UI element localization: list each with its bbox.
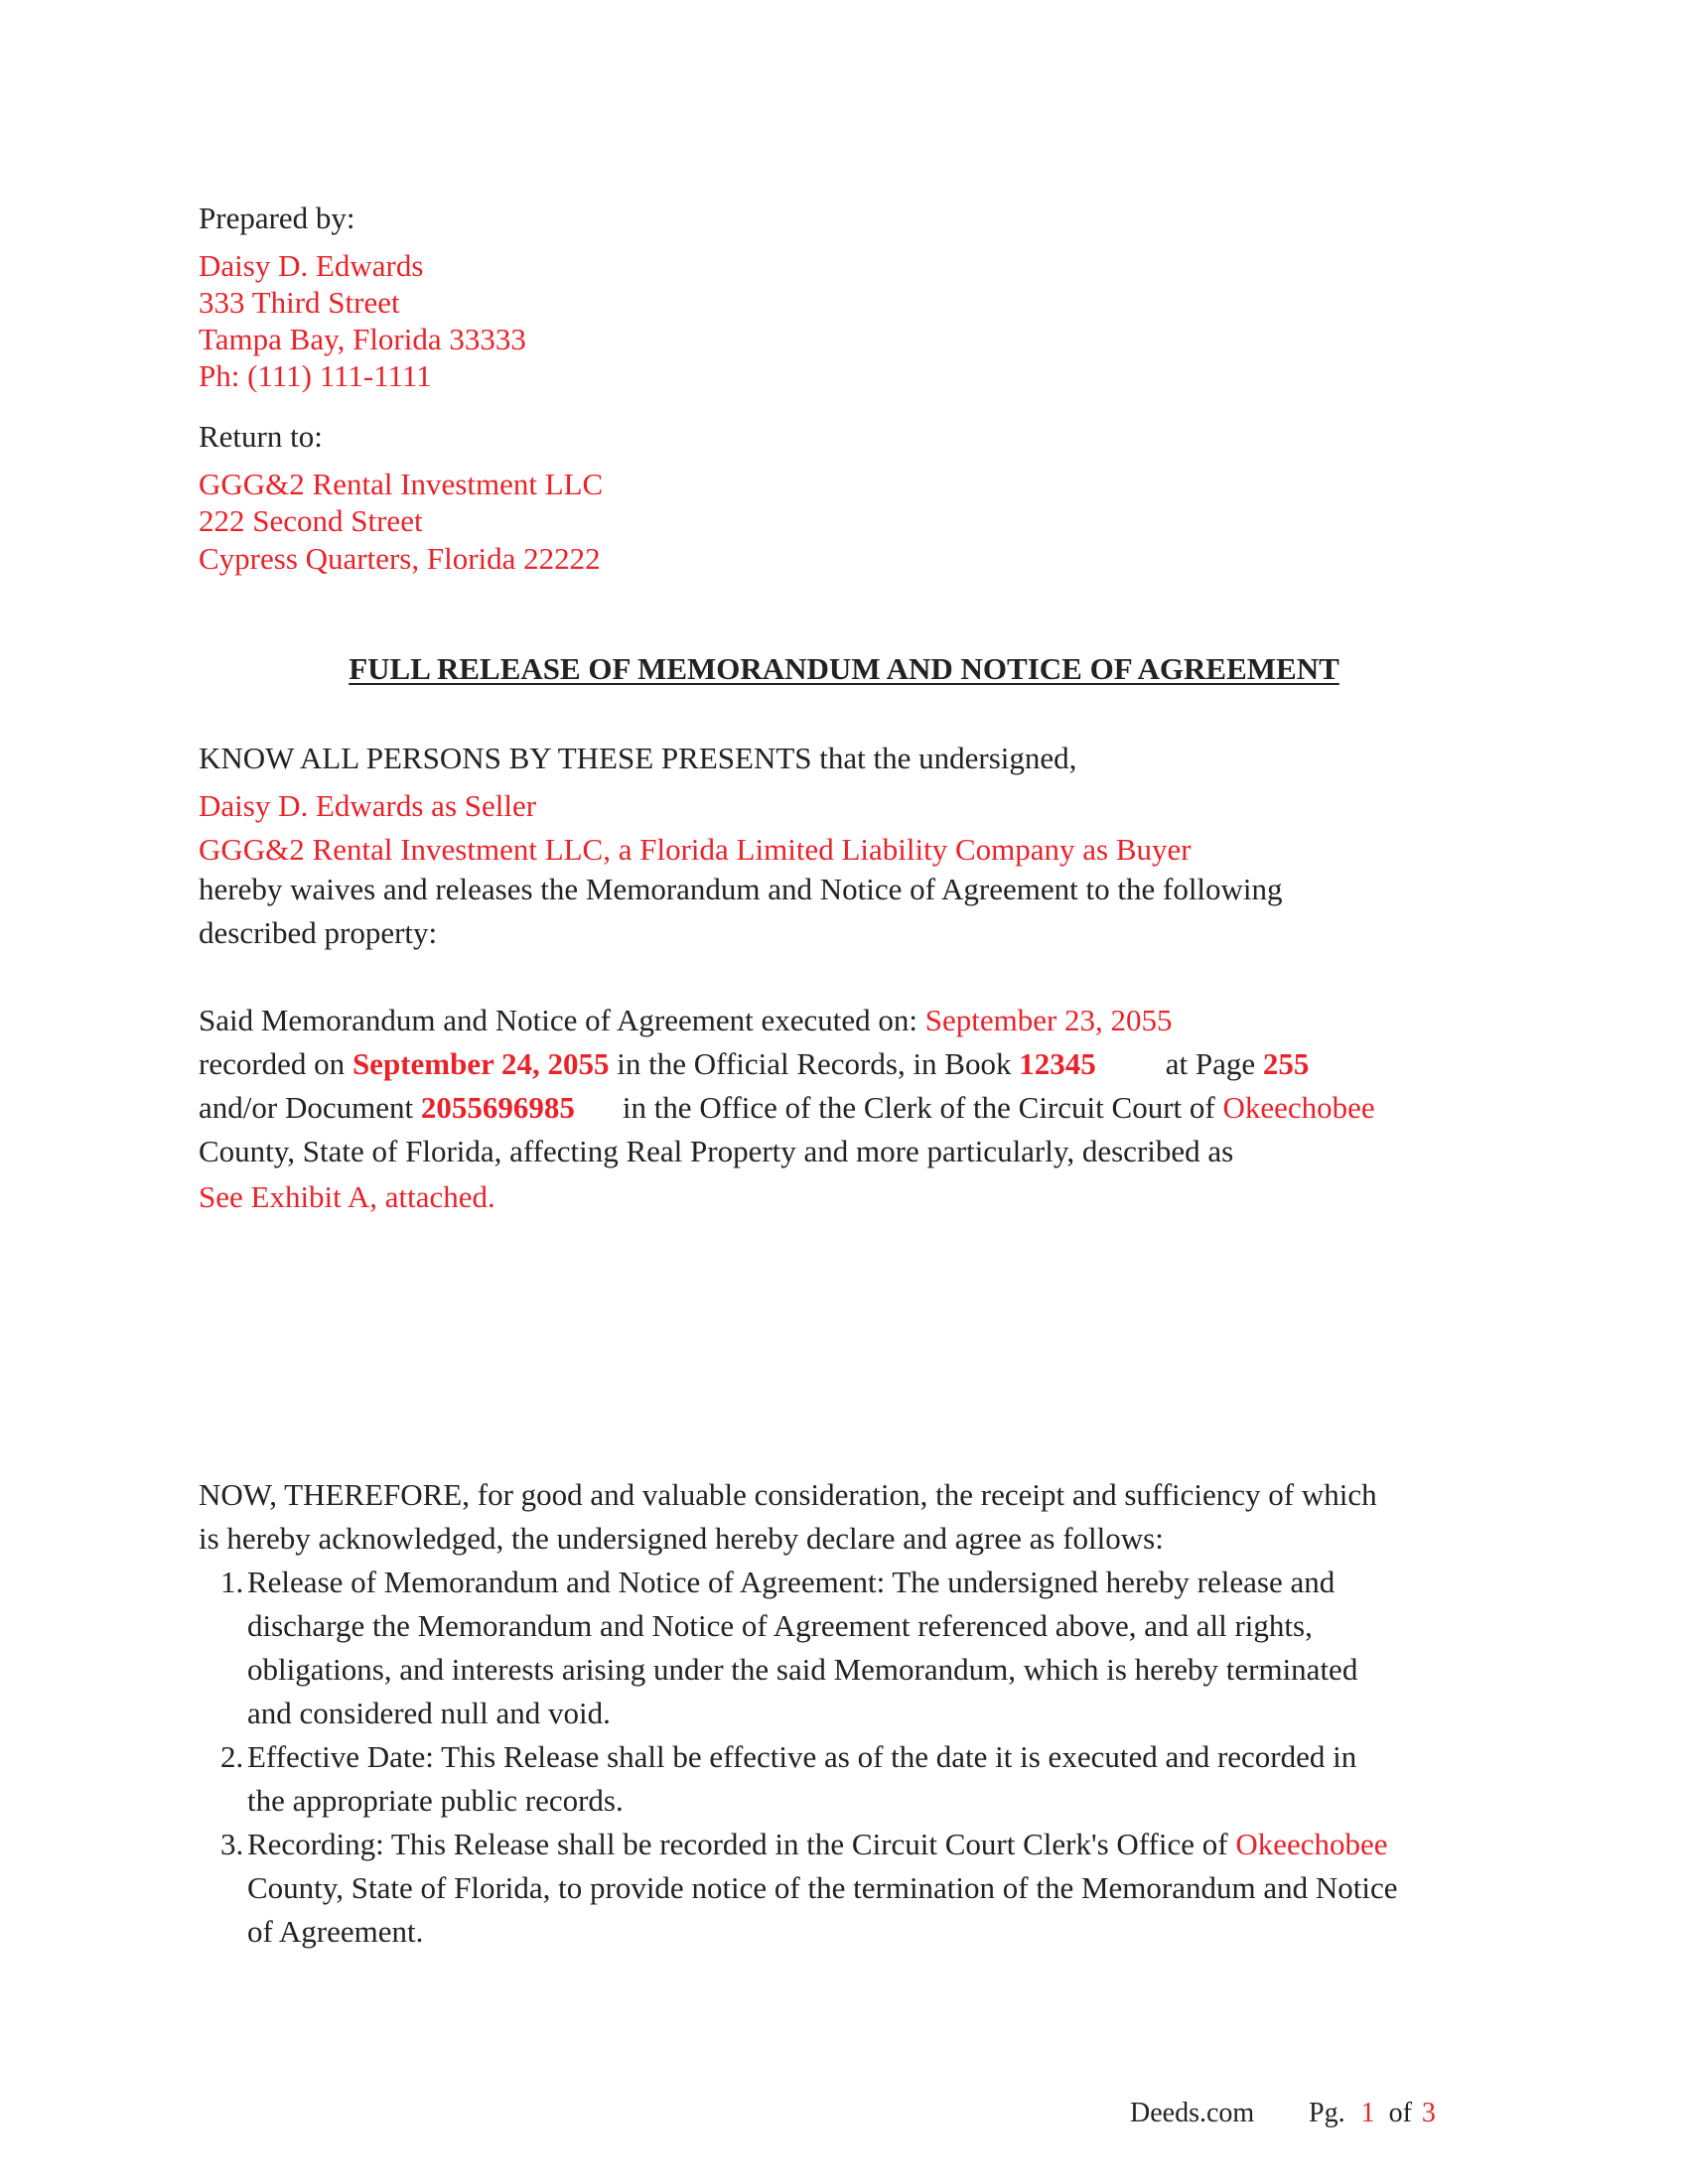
footer-page-number: 1 [1360,2098,1375,2128]
page-text: at Page [1165,1046,1263,1081]
item-3-line-2: County, State of Florida, to provide notice of the termination of the Memorandum and Notice [247,1870,1398,1905]
preparer-name: Daisy D. Edwards [199,248,424,283]
item-2-line-2: the appropriate public records. [247,1783,624,1818]
document-number: 2055696985 [420,1090,575,1125]
item-2-number: 2. [220,1739,244,1774]
footer-site: Deeds.com [1130,2098,1255,2128]
return-name: GGG&2 Rental Investment LLC [199,467,604,501]
footer-pg-label: Pg. [1309,2098,1345,2128]
waiver-line-2: described property: [199,915,438,950]
return-to-label: Return to: [199,419,323,454]
county-name: Okeechobee [1222,1090,1375,1125]
item-3-county: Okeechobee [1235,1827,1388,1861]
recorded-date: September 24, 2055 [352,1046,610,1081]
seller-line: Daisy D. Edwards as Seller [199,788,537,823]
executed-date: September 23, 2055 [924,1003,1173,1037]
item-2-line-1: Effective Date: This Release shall be effective as of the date it is executed and recorded in [247,1739,1357,1774]
exhibit-line: See Exhibit A, attached. [199,1179,495,1214]
footer-pagination [1309,2097,1436,2130]
item-1-line-2: discharge the Memorandum and Notice of Agreement referenced above, and all rights, [247,1608,1313,1643]
document-line [199,1090,1375,1126]
return-city: Cypress Quarters, Florida 22222 [199,541,601,576]
preparer-street: 333 Third Street [199,285,400,320]
office-text: in the Office of the Clerk of the Circuit Court of [622,1090,1223,1125]
item-1-line-4: and considered null and void. [247,1696,611,1730]
recorded-line [199,1046,1309,1082]
executed-line [199,1003,1173,1038]
therefore-line-2: is hereby acknowledged, the undersigned hereby declare and agree as follows: [199,1521,1164,1556]
recorded-text: recorded on [199,1046,352,1081]
therefore-line-1: NOW, THEREFORE, for good and valuable consideration, the receipt and sufficiency of which [199,1477,1377,1512]
prepared-by-label: Prepared by: [199,201,355,235]
item-1-number: 1. [220,1565,244,1599]
page-number: 255 [1262,1046,1310,1081]
book-number: 12345 [1019,1046,1096,1081]
item-3-number: 3. [220,1827,244,1861]
footer-total-pages: 3 [1421,2098,1436,2128]
item-3-line-1-text: Recording: This Release shall be recorded in the Circuit Court Clerk's Office of [247,1827,1236,1861]
county-line: County, State of Florida, affecting Real Property and more particularly, described as [199,1134,1234,1168]
return-street: 222 Second Street [199,503,423,538]
document-title-text: FULL RELEASE OF MEMORANDUM AND NOTICE OF AGREEMENT [349,651,1339,686]
executed-text: Said Memorandum and Notice of Agreement executed on: [199,1003,925,1037]
buyer-line: GGG&2 Rental Investment LLC, a Florida Limited Liability Company as Buyer [199,832,1192,867]
item-1-line-1: Release of Memorandum and Notice of Agreement: The undersigned hereby release and [247,1565,1336,1599]
preparer-phone: Ph: (111) 111-1111 [199,358,432,393]
records-text: in the Official Records, in Book [609,1046,1020,1081]
document-text: and/or Document [199,1090,421,1125]
intro-lead: KNOW ALL PERSONS BY THESE PRESENTS that the undersigned, [199,741,1077,775]
footer-of-label: of [1388,2098,1412,2128]
preparer-city: Tampa Bay, Florida 33333 [199,322,526,356]
item-1-line-3: obligations, and interests arising under the said Memorandum, which is hereby terminated [247,1652,1358,1687]
document-title [0,651,1688,687]
waiver-line-1: hereby waives and releases the Memorandum and Notice of Agreement to the following [199,872,1283,906]
item-3-line-1 [247,1827,1388,1862]
item-3-line-3: of Agreement. [247,1914,424,1949]
